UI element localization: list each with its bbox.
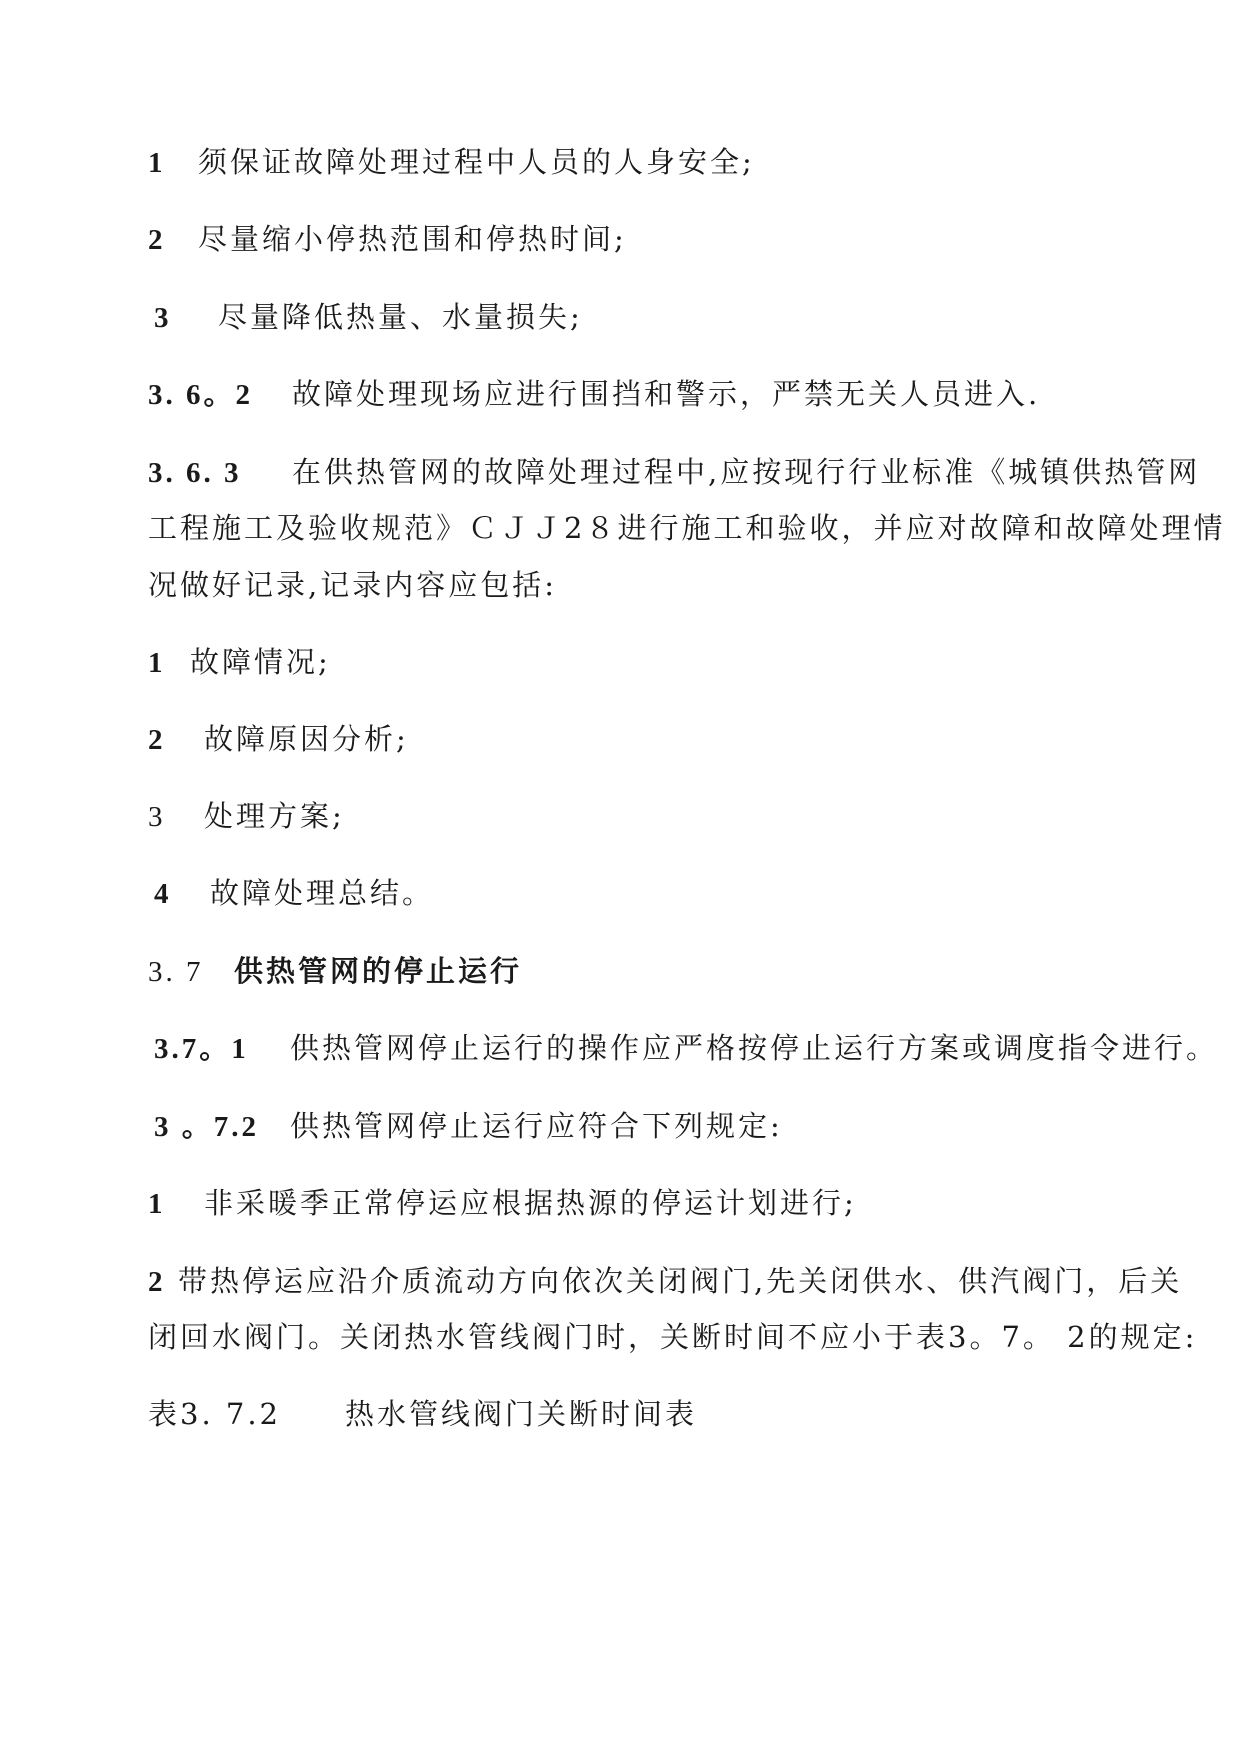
list-item — [148, 1183, 1108, 1224]
item-number: 2 — [148, 724, 166, 756]
item-text: 带热停运应沿介质流动方向依次关闭阀门,先关闭供水、供汽阀门，后关 — [178, 1264, 1183, 1298]
clause — [148, 1106, 1108, 1147]
list-item — [148, 873, 1108, 914]
item-number: 3 — [154, 302, 172, 334]
clause-text: 况做好记录,记录内容应包括: — [148, 568, 557, 602]
item-number: 3 — [148, 801, 166, 833]
clause-continuation — [148, 508, 1226, 548]
clause-text: 供热管网停止运行应符合下列规定: — [290, 1109, 783, 1143]
item-text: 故障情况; — [190, 645, 331, 679]
item-number: 1 — [148, 1188, 166, 1220]
item-text: 闭回水阀门。关闭热水管线阀门时，关断时间不应小于表3。7。 2的规定: — [148, 1320, 1198, 1354]
clause-number: 3. 6。2 — [148, 379, 254, 411]
section-heading — [148, 951, 1108, 992]
list-item — [148, 1261, 1183, 1302]
item-number: 1 — [148, 147, 166, 179]
clause — [148, 374, 1108, 415]
clause-continuation — [148, 565, 1108, 605]
item-text: 尽量缩小停热范围和停热时间; — [198, 222, 627, 256]
item-text: 处理方案; — [204, 799, 345, 833]
list-item — [148, 719, 1108, 760]
list-item — [148, 297, 1108, 338]
caption-text: 表3. 7.2 热水管线阀门关断时间表 — [148, 1397, 698, 1431]
table-caption — [148, 1394, 1108, 1434]
item-number: 4 — [154, 878, 172, 910]
clause — [148, 1028, 1219, 1069]
item-number: 1 — [148, 647, 166, 679]
item-number: 2 — [148, 224, 166, 256]
clause-number: 3 。7.2 — [154, 1111, 260, 1143]
item-number: 2 — [148, 1266, 166, 1298]
item-text: 尽量降低热量、水量损失; — [218, 300, 583, 334]
item-text: 须保证故障处理过程中人员的人身安全; — [198, 145, 755, 179]
clause-number: 3.7。1 — [154, 1033, 249, 1065]
item-text: 故障处理总结。 — [210, 876, 435, 910]
section-number: 3. 7 — [148, 956, 204, 988]
clause-text: 在供热管网的故障处理过程中,应按现行行业标准《城镇供热管网 — [292, 455, 1201, 489]
list-item — [148, 142, 1108, 183]
list-item — [148, 219, 1108, 260]
clause-text: 故障处理现场应进行围挡和警示，严禁无关人员进入. — [292, 377, 1041, 411]
clause-number: 3. 6. 3 — [148, 457, 242, 489]
item-text: 非采暖季正常停运应根据热源的停运计划进行; — [204, 1186, 857, 1220]
clause-text: 工程施工及验收规范》ＣＪＪ2８进行施工和验收，并应对故障和故障处理情 — [148, 511, 1226, 545]
clause-text: 供热管网停止运行的操作应严格按停止运行方案或调度指令进行。 — [290, 1031, 1219, 1065]
item-text: 故障原因分析; — [204, 722, 409, 756]
list-item — [148, 642, 1108, 683]
list-item — [148, 796, 1108, 837]
clause — [148, 452, 1201, 493]
section-title: 供热管网的停止运行 — [234, 954, 523, 988]
list-item-continuation — [148, 1317, 1198, 1357]
